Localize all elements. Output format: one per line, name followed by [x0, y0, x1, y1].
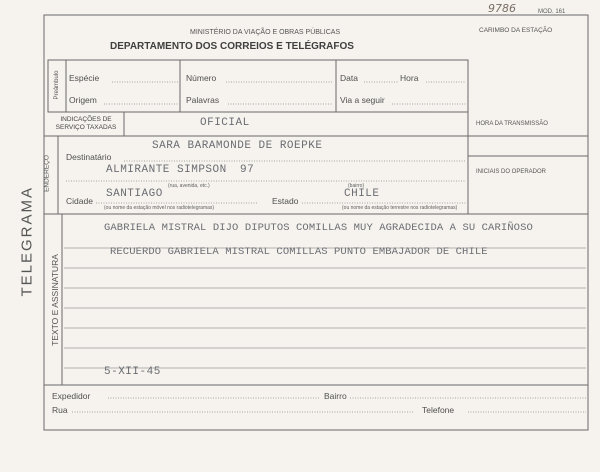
- palavras-label: Palavras: [186, 95, 220, 105]
- data-label: Data: [340, 73, 358, 83]
- bairro-label: Bairro: [324, 391, 347, 401]
- estado-label: Estado: [272, 196, 299, 206]
- cidade-value: SANTIAGO: [106, 188, 163, 200]
- estado-note: (ou nome da estação terrestre nos radiotelegramas): [342, 205, 458, 211]
- via-label: Via a seguir: [340, 95, 385, 105]
- bairro-note: (bairro): [348, 183, 365, 189]
- estado-value: CHILE: [344, 188, 380, 200]
- hora-label: Hora: [400, 73, 419, 83]
- department-title: DEPARTAMENTO DOS CORREIOS E TELÉGRAFOS: [110, 41, 354, 52]
- address-note: (rua, avenida, etc.): [168, 183, 210, 189]
- ministry-title: MINISTÉRIO DA VIAÇÃO E OBRAS PÚBLICAS: [190, 29, 341, 36]
- expedidor-label: Expedidor: [52, 391, 91, 401]
- cidade-note: (ou nome da estação móvel nos radiotelegramas): [104, 205, 215, 211]
- address-street: ALMIRANTE SIMPSON: [106, 164, 227, 176]
- operador-label: INICIAIS DO OPERADOR: [476, 169, 547, 175]
- origem-label: Origem: [69, 95, 97, 105]
- especie-label: Espécie: [69, 73, 100, 83]
- message-line-1: GABRIELA MISTRAL DIJO DIPUTOS COMILLAS MUY AGRADECIDA A SU CARIÑOSO: [104, 222, 533, 234]
- telefone-label: Telefone: [422, 405, 455, 415]
- cidade-label: Cidade: [66, 196, 93, 206]
- numero-label: Número: [186, 73, 217, 83]
- endereco-side-label: ENDEREÇO: [43, 155, 51, 192]
- message-line-2: RECUERDO GABRIELA MISTRAL COMILLAS PUNTO EMBAJADOR DE CHILE: [110, 246, 488, 258]
- message-date: 5-XII-45: [104, 366, 161, 378]
- destinatario-label: Destinatário: [66, 152, 112, 162]
- handwritten-number: 9786: [488, 2, 516, 15]
- rua-label: Rua: [52, 405, 68, 415]
- preambulo-side-label: Preâmbulo: [54, 70, 60, 100]
- taxadas-label: INDICAÇÕES DE SERVIÇO TAXADAS: [55, 116, 117, 131]
- form-code: MOD. 161: [538, 9, 566, 15]
- destinatario-value: SARA BARAMONDE DE ROEPKE: [152, 140, 323, 152]
- telegrama-side-title: TELEGRAMA: [18, 185, 36, 297]
- address-number: 97: [240, 164, 255, 176]
- stamp-label: CARIMBO DA ESTAÇÃO: [479, 27, 553, 34]
- taxadas-value: OFICIAL: [200, 117, 250, 129]
- texto-side-label: TEXTO E ASSINATURA: [50, 254, 60, 346]
- transmissao-label: HORA DA TRANSMISSÃO: [476, 121, 548, 127]
